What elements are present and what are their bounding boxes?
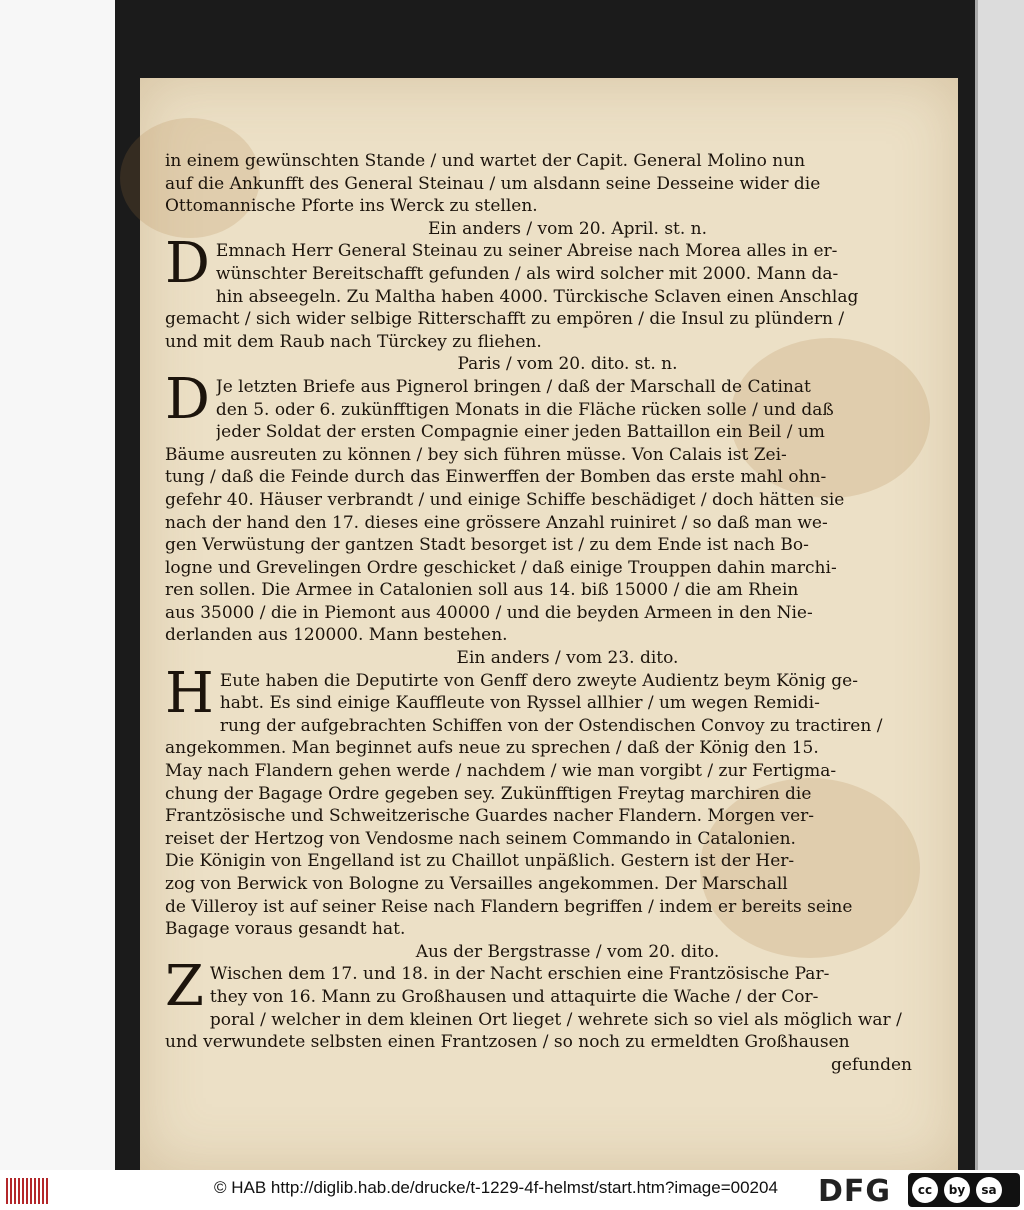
text-line: Bagage voraus gesandt hat.	[165, 919, 406, 940]
text-line: gefehr 40. Häuser verbrandt / und einige Schiffe beschädiget / doch hätten sie	[165, 489, 845, 510]
text-line: hin abseegeln. Zu Maltha haben 4000. Türckische Sclaven einen Anschlag	[215, 286, 859, 307]
text-line: in einem gewünschten Stande / und wartet der Capit. General Molino nun	[165, 151, 806, 171]
paragraph	[165, 670, 930, 941]
text-line: Eute haben die Deputirte von Genff dero zweyte Audientz beym König ge-	[219, 670, 858, 691]
text-line: Bäume ausreuten zu können / bey sich führen müsse. Von Calais ist Zei-	[165, 444, 787, 465]
text-line: wünschter Bereitschafft gefunden / als wird solcher mit 2000. Mann da-	[215, 263, 839, 284]
text-line: rung der aufgebrachten Schiffen von der Ostendischen Convoy zu tractiren /	[219, 715, 883, 736]
text-line: gemacht / sich wider selbige Ritterschafft zu empören / die Insul zu plündern /	[165, 309, 845, 330]
section-heading: Ein anders / vom 23. dito.	[456, 648, 679, 669]
section-heading: Paris / vom 20. dito. st. n.	[457, 354, 678, 375]
paragraph	[165, 376, 930, 647]
text-line: und verwundete selbsten einen Frantzosen / so noch zu ermeldten Großhausen	[165, 1032, 850, 1053]
text-line: jeder Soldat der ersten Compagnie einer jeden Battaillon ein Beil / um	[215, 422, 825, 443]
text-line: they von 16. Mann zu Großhausen und attaquirte die Wache / der Cor-	[209, 986, 819, 1007]
text-line: Die Königin von Engelland ist zu Chaillot unpäßlich. Gestern ist der Her-	[165, 851, 795, 872]
text-line: ren sollen. Die Armee in Catalonien soll aus 14. biß 15000 / die am Rhein	[165, 580, 799, 601]
text-line: Frantzösische und Schweitzerische Guardes nacher Flandern. Morgen ver-	[165, 806, 815, 827]
drop-initial: D	[165, 240, 210, 297]
text-line: nach der hand den 17. dieses eine grössere Anzahl ruiniret / so daß man we-	[165, 512, 828, 533]
text-line: aus 35000 / die in Piemont aus 40000 / und die beyden Armeen in den Nie-	[165, 602, 813, 623]
text-line: reiset der Hertzog von Vendosme nach seinem Commando in Catalonien.	[165, 828, 796, 849]
sa-icon: sa	[976, 1177, 1002, 1203]
by-icon: by	[944, 1177, 970, 1203]
text-line: habt. Es sind einige Kauffleute von Ryssel allhier / um wegen Remidi-	[219, 693, 820, 714]
drop-initial: H	[165, 669, 214, 726]
catchword: gefunden	[830, 1054, 912, 1075]
text-line: de Villeroy ist auf seiner Reise nach Flandern begriffen / indem er bereits seine	[165, 896, 853, 917]
text-line: gen Verwüstung der gantzen Stadt besorget ist / zu dem Ende ist nach Bo-	[165, 535, 809, 556]
text-line: logne und Grevelingen Ordre geschicket / daß einige Trouppen dahin marchi-	[165, 557, 837, 578]
drop-initial: Z	[165, 963, 204, 1020]
section-heading: Ein anders / vom 20. April. st. n.	[427, 218, 708, 239]
text-line: zog von Berwick von Bologne zu Versailles angekommen. Der Marschall	[165, 874, 788, 894]
hab-logo-icon[interactable]	[6, 1178, 48, 1204]
text-line: Emnach Herr General Steinau zu seiner Abreise nach Morea alles in er-	[215, 241, 838, 262]
text-line: angekommen. Man beginnet aufs neue zu sprechen / daß der König den 15.	[165, 738, 819, 759]
text-line: den 5. oder 6. zukünfftigen Monats in die Fläche rücken solle / und daß	[215, 399, 834, 420]
right-margin-strip	[975, 0, 1024, 1170]
section-heading: Aus der Bergstrasse / vom 20. dito.	[415, 941, 720, 962]
text-line: derlanden aus 120000. Mann bestehen.	[165, 625, 508, 646]
text-line: auf die Ankunfft des General Steinau / um alsdann seine Desseine wider die	[165, 173, 821, 194]
paragraph	[165, 240, 930, 353]
text-line: und mit dem Raub nach Türckey zu fliehen.	[165, 331, 542, 352]
text-line: poral / welcher in dem kleinen Ort lieget / wehrete sich so viel als möglich war /	[209, 1009, 902, 1030]
text-line: Je letzten Briefe aus Pignerol bringen / daß der Marschall de Catinat	[215, 376, 811, 397]
text-line: tung / daß die Feinde durch das Einwerffen der Bomben das erste mahl ohn-	[165, 467, 827, 488]
cc-license-badge[interactable]	[908, 1173, 1020, 1207]
text-line: chung der Bagage Ordre gegeben sey. Zukünfftigen Freytag marchiren die	[165, 783, 812, 804]
text-line: Wischen dem 17. und 18. in der Nacht erschien eine Frantzösische Par-	[209, 964, 830, 985]
paragraph	[165, 963, 930, 1053]
text-line: Ottomannische Pforte ins Werck zu stellen.	[165, 196, 538, 217]
dfg-logo[interactable]: DFG	[818, 1174, 892, 1209]
text-line: May nach Flandern gehen werde / nachdem / wie man vorgibt / zur Fertigma-	[165, 761, 837, 782]
source-link[interactable]: © HAB http://diglib.hab.de/drucke/t-1229-4f-helmst/start.htm?image=00204	[214, 1178, 778, 1197]
page-text	[165, 150, 930, 1076]
cc-icon: cc	[912, 1177, 938, 1203]
drop-initial: D	[165, 375, 210, 432]
left-margin-strip	[0, 0, 115, 1170]
footer-bar	[0, 1170, 1024, 1210]
